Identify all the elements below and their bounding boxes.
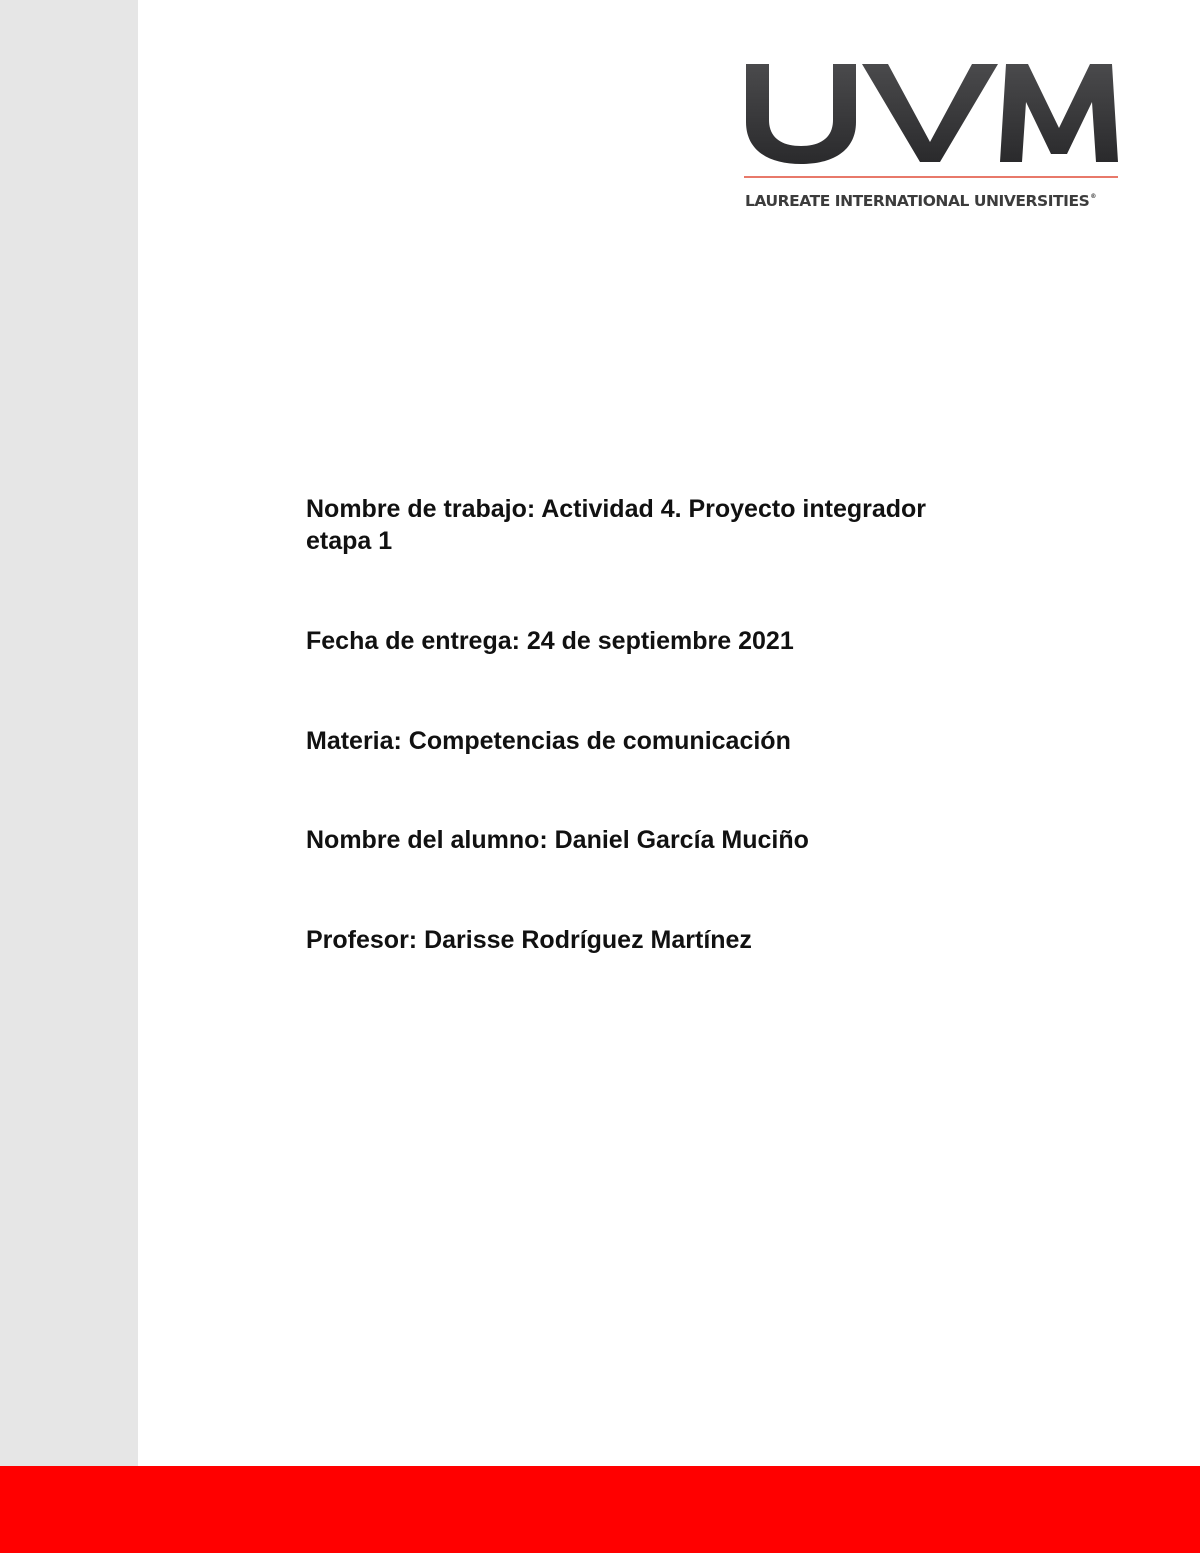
work-title: Nombre de trabajo: Actividad 4. Proyecto integrador etapa 1 bbox=[306, 495, 927, 555]
logo-divider-line bbox=[744, 176, 1118, 178]
logo-tagline: LAUREATE INTERNATIONAL UNIVERSITIES® bbox=[745, 192, 1096, 210]
student-name: Nombre del alumno: Daniel García Muciño bbox=[306, 826, 809, 854]
uvm-logo bbox=[742, 58, 1122, 218]
bottom-red-band bbox=[0, 1466, 1200, 1553]
subject: Materia: Competencias de comunicación bbox=[306, 727, 791, 755]
logo-letter-u bbox=[746, 64, 856, 164]
logo-letter-m bbox=[1000, 64, 1118, 162]
left-gray-band bbox=[0, 0, 138, 1466]
due-date: Fecha de entrega: 24 de septiembre 2021 bbox=[306, 627, 794, 655]
teacher-name: Profesor: Darisse Rodríguez Martínez bbox=[306, 926, 752, 954]
logo-letter-v bbox=[862, 64, 998, 162]
uvm-wordmark bbox=[742, 58, 1122, 168]
